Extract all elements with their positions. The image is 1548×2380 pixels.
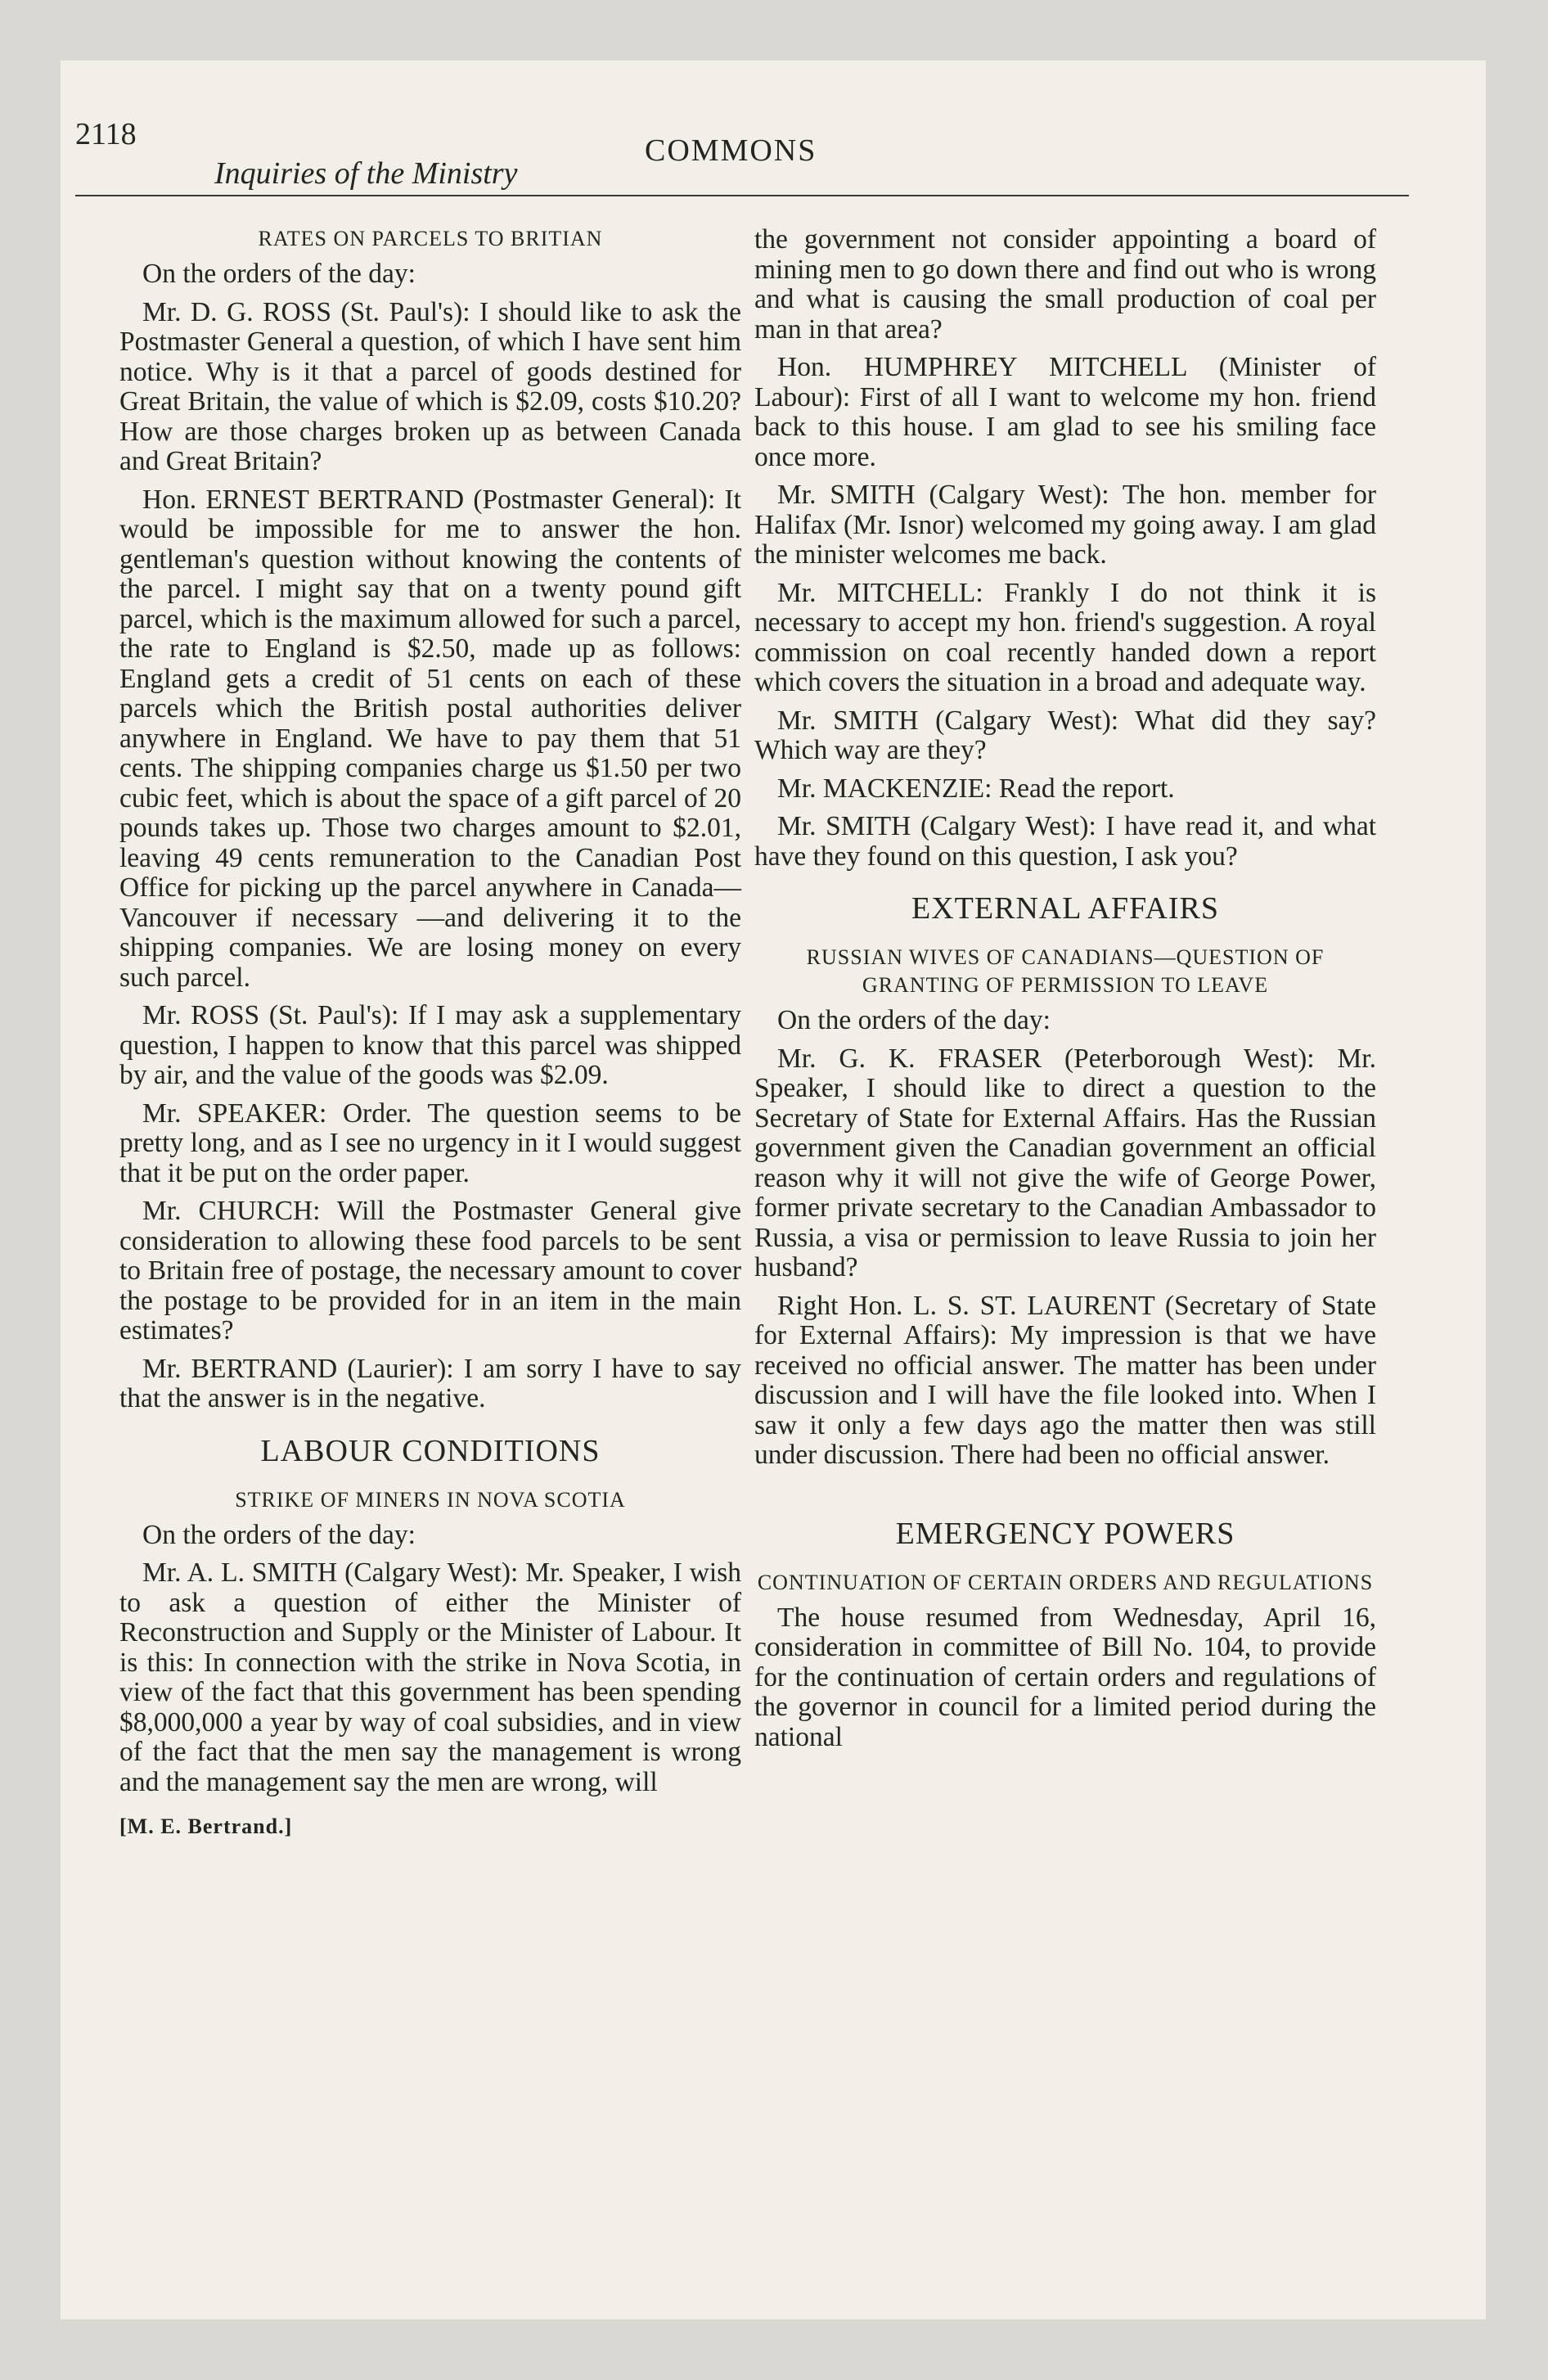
- section-title: Inquiries of the Ministry: [214, 156, 518, 191]
- header-rule: [75, 195, 1409, 196]
- heading-labour-conditions: LABOUR CONDITIONS: [260, 1433, 601, 1468]
- paragraph: Mr. MACKENZIE: Read the report.: [777, 773, 1175, 804]
- left-column: [119, 225, 741, 1842]
- paragraph: Mr. SMITH (Calgary West): I have read it, and what have they found on this question, I ask you?: [754, 811, 1376, 872]
- paragraph: Mr. CHURCH: Will the Postmaster General give consideration to allowing these food parcels to be sent to Britain free of postage, the necessary amount to cover the postage to be provided for in an item in the main estimates?: [119, 1196, 741, 1346]
- right-column: [754, 225, 1376, 1760]
- paragraph: Mr. SPEAKER: Order. The question seems to be pretty long, and as I see no urgency in it I would suggest that it be put on the order paper.: [119, 1098, 741, 1188]
- subheading-russian-wives: RUSSIAN WIVES OF CANADIANS—QUESTION OF GRANTING OF PERMISSION TO LEAVE: [806, 945, 1325, 997]
- paragraph: Mr. ROSS (St. Paul's): If I may ask a supplementary question, I happen to know that this parcel was shipped by air, and the value of the goods was $2.09.: [119, 1000, 741, 1090]
- subheading-strike-of-miners: STRIKE OF MINERS IN NOVA SCOTIA: [235, 1487, 626, 1512]
- paragraph: Mr. MITCHELL: Frankly I do not think it is necessary to accept my hon. friend's suggestion. A royal commission on coal recently handed down a report which covers the situation in a broad and adequate way.: [754, 577, 1376, 697]
- paragraph: Mr. G. K. FRASER (Peterborough West): Mr. Speaker, I should like to direct a question to the Secretary of State for External Affairs. Has the Russian government given the Canadian government an official reason why it will not give the wife of George Power, former private secretary to the Canadian Ambassador to Russia, a visa or permission to leave Russia to join her husband?: [754, 1043, 1376, 1282]
- subheading-rates-on-parcels: RATES ON PARCELS TO BRITIAN: [258, 227, 603, 250]
- paragraph: Mr. BERTRAND (Laurier): I am sorry I have to say that the answer is in the negative.: [119, 1353, 741, 1413]
- page-number: 2118: [75, 117, 137, 151]
- paragraph: Right Hon. L. S. ST. LAURENT (Secretary of State for External Affairs): My impression is that we have received no official answer. The matter has been under discussion and I will have the file looked into. When I saw it only a few days ago the matter then was still under discussion. There had been no official answer.: [754, 1290, 1376, 1470]
- paragraph: Hon. HUMPHREY MITCHELL (Minister of Labour): First of all I want to welcome my hon. friend back to this house. I am glad to see his smiling face once more.: [754, 352, 1376, 472]
- subheading-continuation-of-orders: CONTINUATION OF CERTAIN ORDERS AND REGULATIONS: [757, 1570, 1374, 1594]
- heading-external-affairs: EXTERNAL AFFAIRS: [911, 891, 1219, 926]
- page-header: [75, 65, 1409, 191]
- paragraph: Hon. ERNEST BERTRAND (Postmaster General): It would be impossible for me to answer the hon. gentleman's question without knowing the contents of the parcel. I might say that on a twenty pound gift parcel, which is the maximum allowed for such a parcel, the rate to England is $2.50, made up as follows: England gets a credit of 51 cents on each of these parcels which the British postal authorities deliver anywhere in England. We have to pay them that 51 cents. The shipping companies charge us $1.50 per two cubic feet, which is about the space of a gift parcel of 20 pounds takes up. Those two charges amount to $2.01, leaving 49 cents remuneration to the Canadian Post Office for picking up the parcel anywhere in Canada—Vancouver if necessary —and delivering it to the shipping companies. We are losing money on every such parcel.: [119, 484, 741, 993]
- footer-speaker-note: [M. E. Bertrand.]: [119, 1814, 293, 1838]
- running-title: COMMONS: [645, 133, 817, 168]
- paragraph: Mr. A. L. SMITH (Calgary West): Mr. Speaker, I wish to ask a question of either the Minister of Reconstruction and Supply or the Minister of Labour. It is this: In connection with the strike in Nova Scotia, in view of the fact that this government has been spending $8,000,000 a year by way of coal subsidies, and in view of the fact that the men say the management is wrong and the management say the men are wrong, will: [119, 1557, 741, 1797]
- paragraph: On the orders of the day:: [142, 1519, 416, 1550]
- paragraph: the government not consider appointing a board of mining men to go down there and find out who is wrong and what is causing the small production of coal per man in that area?: [754, 224, 1376, 345]
- paragraph: On the orders of the day:: [142, 259, 416, 289]
- paragraph: On the orders of the day:: [777, 1005, 1051, 1035]
- paragraph: Mr. SMITH (Calgary West): The hon. member for Halifax (Mr. Isnor) welcomed my going away. I am glad the minister welcomes me back.: [754, 480, 1376, 570]
- heading-emergency-powers: EMERGENCY POWERS: [895, 1516, 1235, 1551]
- paragraph: Mr. SMITH (Calgary West): What did they say? Which way are they?: [754, 705, 1376, 765]
- paragraph: Mr. D. G. ROSS (St. Paul's): I should like to ask the Postmaster General a question, of which I have sent him notice. Why is it that a parcel of goods destined for Great Britain, the value of which is $2.09, costs $10.20? How are those charges broken up as between Canada and Great Britain?: [119, 296, 741, 476]
- paragraph: The house resumed from Wednesday, April 16, consideration in committee of Bill No. 104, to provide for the continuation of certain orders and regulations of the governor in council for a limited period during the national: [754, 1602, 1376, 1752]
